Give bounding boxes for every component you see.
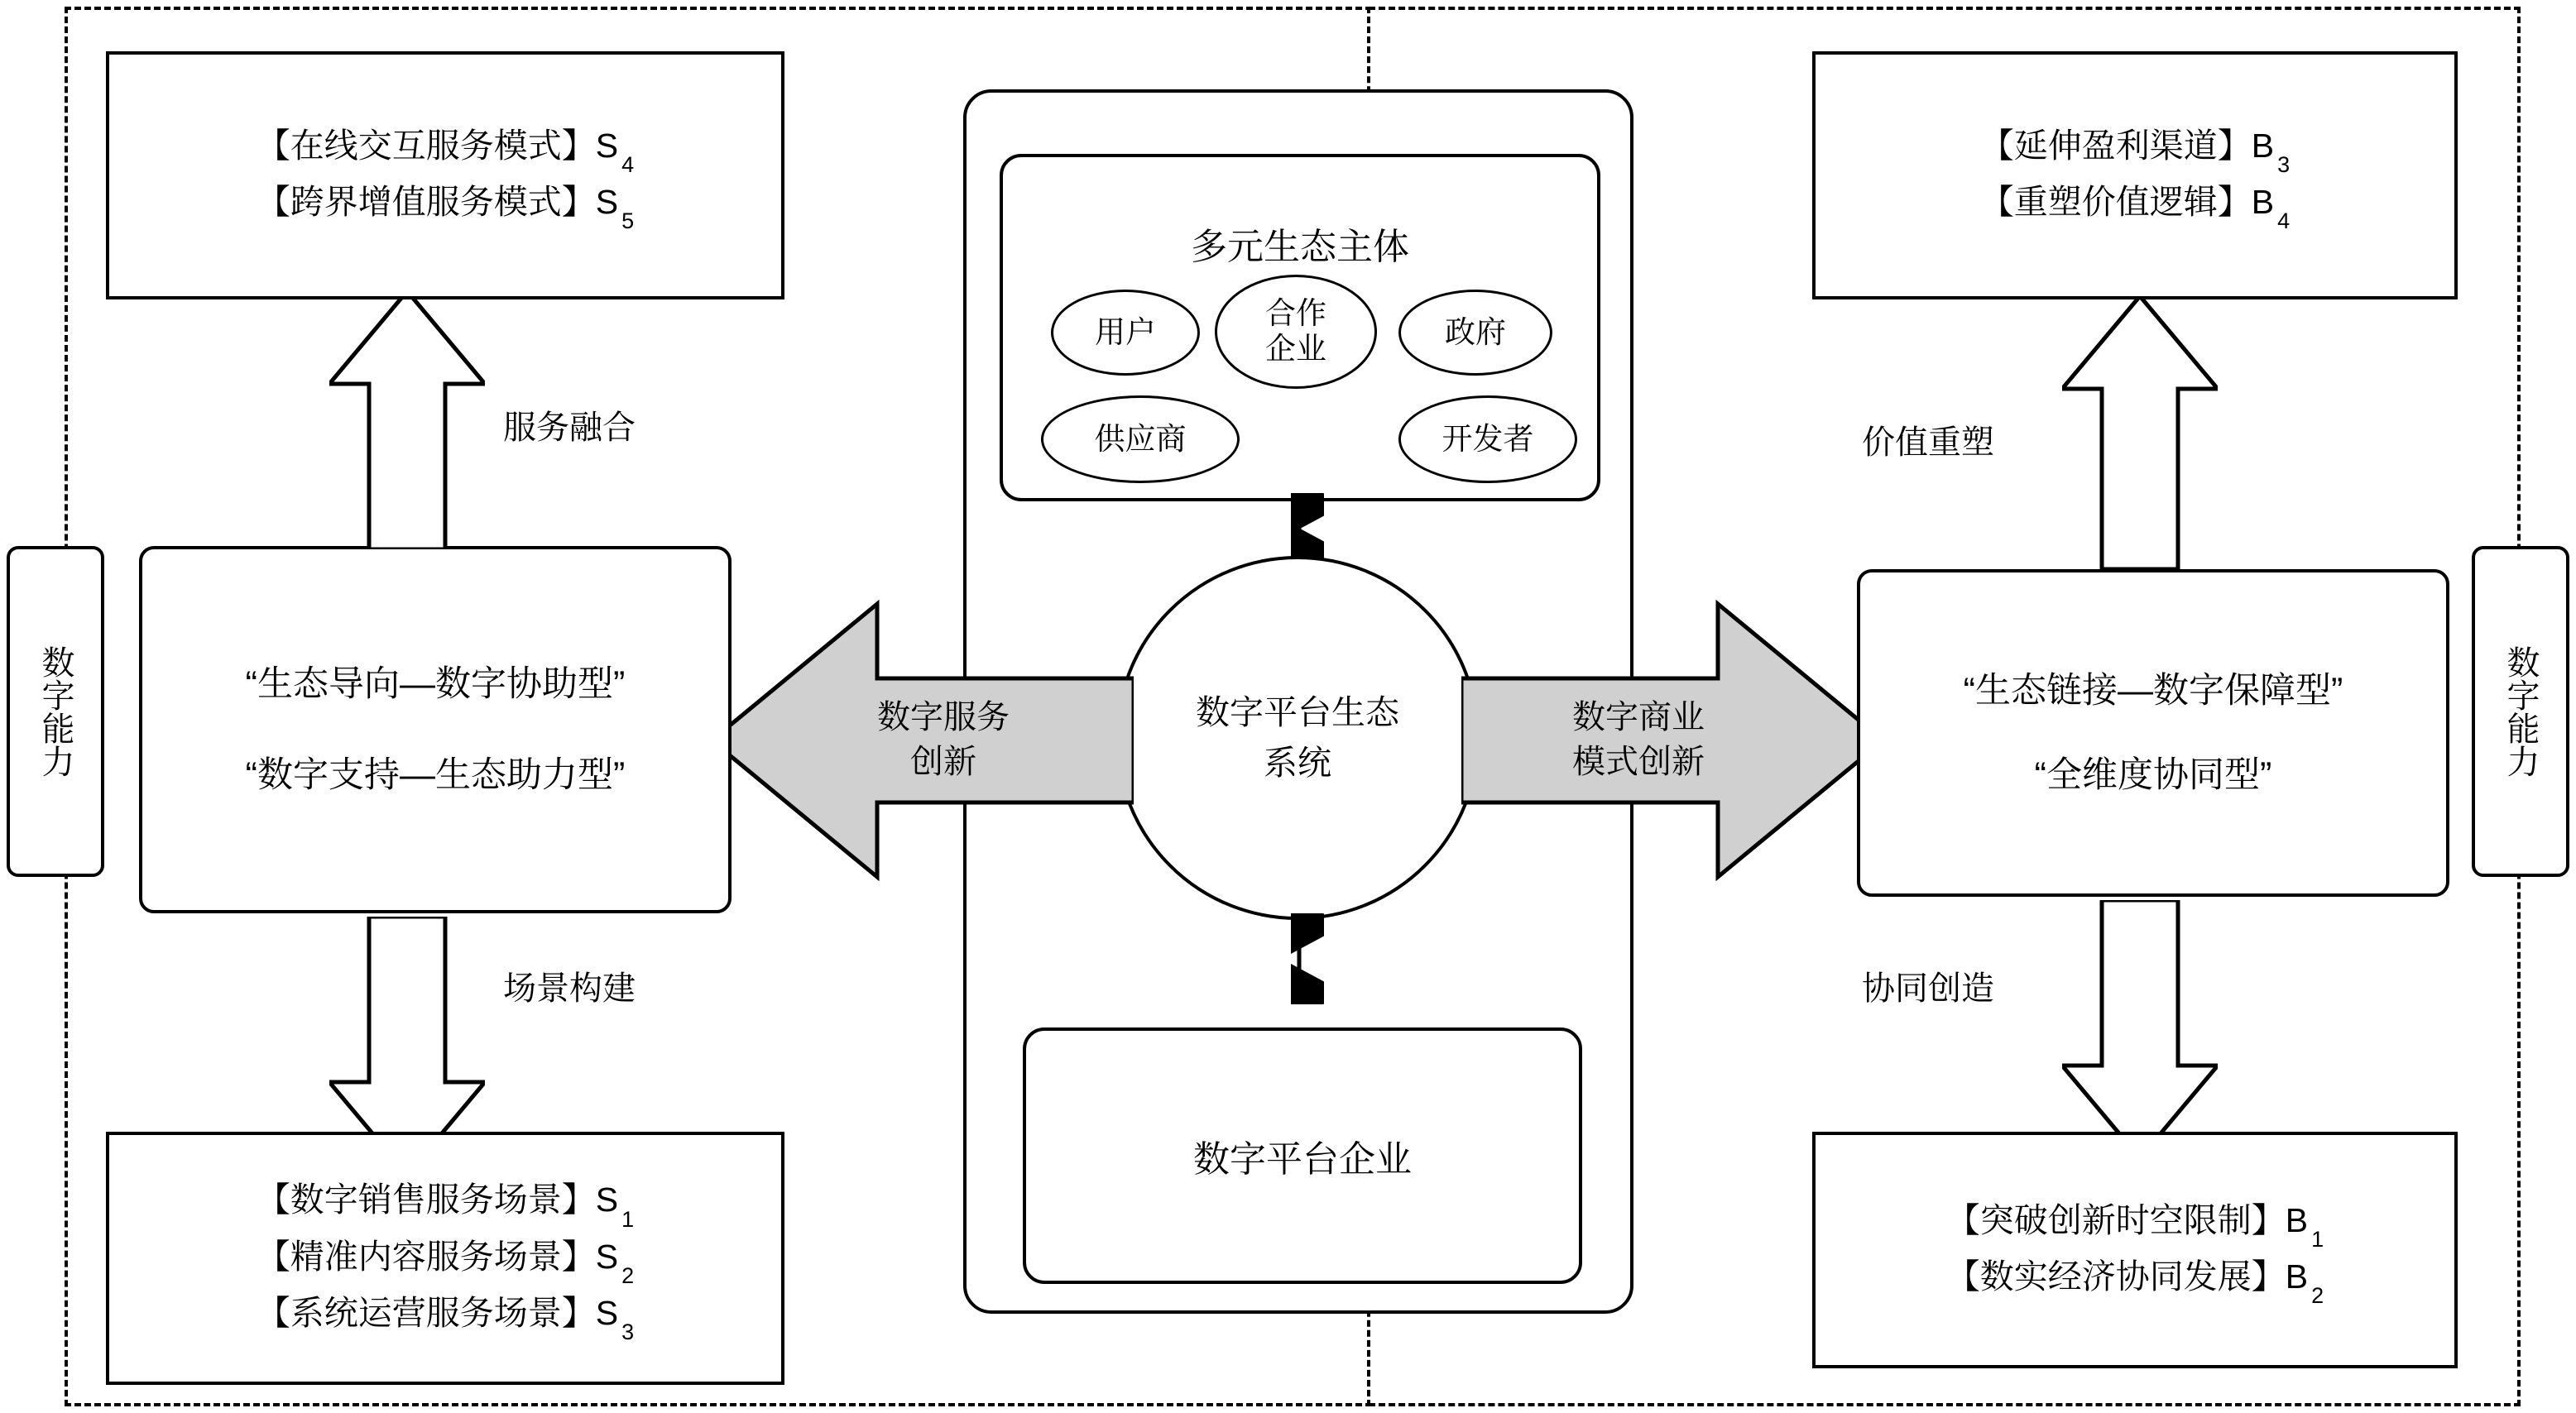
right-down-arrow-label: 协同创造	[1862, 970, 1994, 1007]
right-big-arrow-label-line2: 模式创新	[1572, 744, 1705, 780]
arrow-core-to-platform	[1274, 913, 1324, 1004]
core-ecosystem-circle	[1115, 556, 1480, 920]
left-up-arrow-label: 服务融合	[503, 410, 636, 446]
platform-enterprise-box	[1023, 1027, 1582, 1284]
arrow-subjects-to-core	[1274, 493, 1324, 564]
core-circle-line1: 数字平台生态	[1196, 692, 1399, 731]
right-bottom-box	[1812, 1132, 2458, 1368]
left-top-item-1: 【跨界增值服务模式】$S_5$	[256, 183, 635, 234]
left-bottom-item-1: 【精准内容服务场景】$S_2$	[256, 1237, 635, 1288]
core-circle-line2: 系统	[1264, 744, 1331, 782]
left-down-arrow-label: 场景构建	[503, 970, 636, 1007]
right-mode-line1: “生态链接—数字保障型”	[1963, 670, 2343, 711]
right-mode-line2: “全维度协同型”	[2034, 755, 2272, 795]
subject-government	[1398, 290, 1552, 376]
subject-partner-line2: 企业	[1265, 332, 1326, 366]
left-mode-box	[139, 546, 732, 913]
left-top-item-0: 【在线交互服务模式】$S_4$	[256, 126, 635, 177]
right-big-arrow-label	[1514, 695, 1763, 784]
right-top-item-0: 【延伸盈利渠道】$B_3$	[1979, 126, 2291, 177]
subject-supplier-label: 供应商	[1094, 421, 1187, 456]
left-bottom-box	[106, 1132, 784, 1385]
left-capability-box	[7, 546, 104, 877]
right-bottom-item-1: 【数实经济协同发展】$B_2$	[1945, 1257, 2324, 1309]
left-bottom-item-0: 【数字销售服务场景】$S_1$	[256, 1181, 635, 1232]
right-up-hollow-arrow	[2062, 296, 2218, 569]
right-capability-label: 数字能力	[2502, 645, 2539, 778]
left-big-arrow-label-line1: 数字服务	[877, 699, 1010, 735]
subject-government-label: 政府	[1445, 314, 1506, 349]
subject-partner-line1: 合作	[1265, 296, 1326, 331]
right-top-box	[1812, 51, 2458, 299]
right-bottom-item-0: 【突破创新时空限制】$B_1$	[1945, 1200, 2324, 1252]
left-mode-line1: “生态导向—数字协助型”	[245, 663, 626, 704]
subject-user-label: 用户	[1095, 314, 1156, 349]
left-top-box	[106, 51, 784, 299]
right-down-hollow-arrow	[2062, 900, 2218, 1158]
left-up-hollow-arrow	[329, 291, 485, 549]
right-mode-box	[1857, 569, 2449, 897]
left-capability-label: 数字能力	[37, 645, 74, 778]
subject-partner-enterprise	[1215, 275, 1377, 389]
left-big-arrow-label-line2: 创新	[910, 744, 976, 780]
right-up-arrow-label: 价值重塑	[1862, 424, 1994, 461]
right-top-item-1: 【重塑价值逻辑】$B_4$	[1979, 183, 2291, 234]
right-big-arrow-label-line1: 数字商业	[1572, 699, 1705, 735]
right-capability-box	[2472, 546, 2569, 877]
platform-enterprise-label: 数字平台企业	[1193, 1139, 1412, 1180]
left-bottom-item-2: 【系统运营服务场景】$S_3$	[256, 1294, 635, 1345]
subject-supplier	[1041, 395, 1240, 483]
left-mode-line2: “数字支持—生态助力型”	[245, 755, 626, 795]
ecosystem-subjects-title: 多元生态主体	[1191, 227, 1409, 267]
subject-developer-label: 开发者	[1442, 421, 1534, 456]
left-big-arrow-label	[827, 695, 1059, 784]
subject-developer	[1398, 395, 1577, 483]
subject-user	[1051, 290, 1200, 376]
